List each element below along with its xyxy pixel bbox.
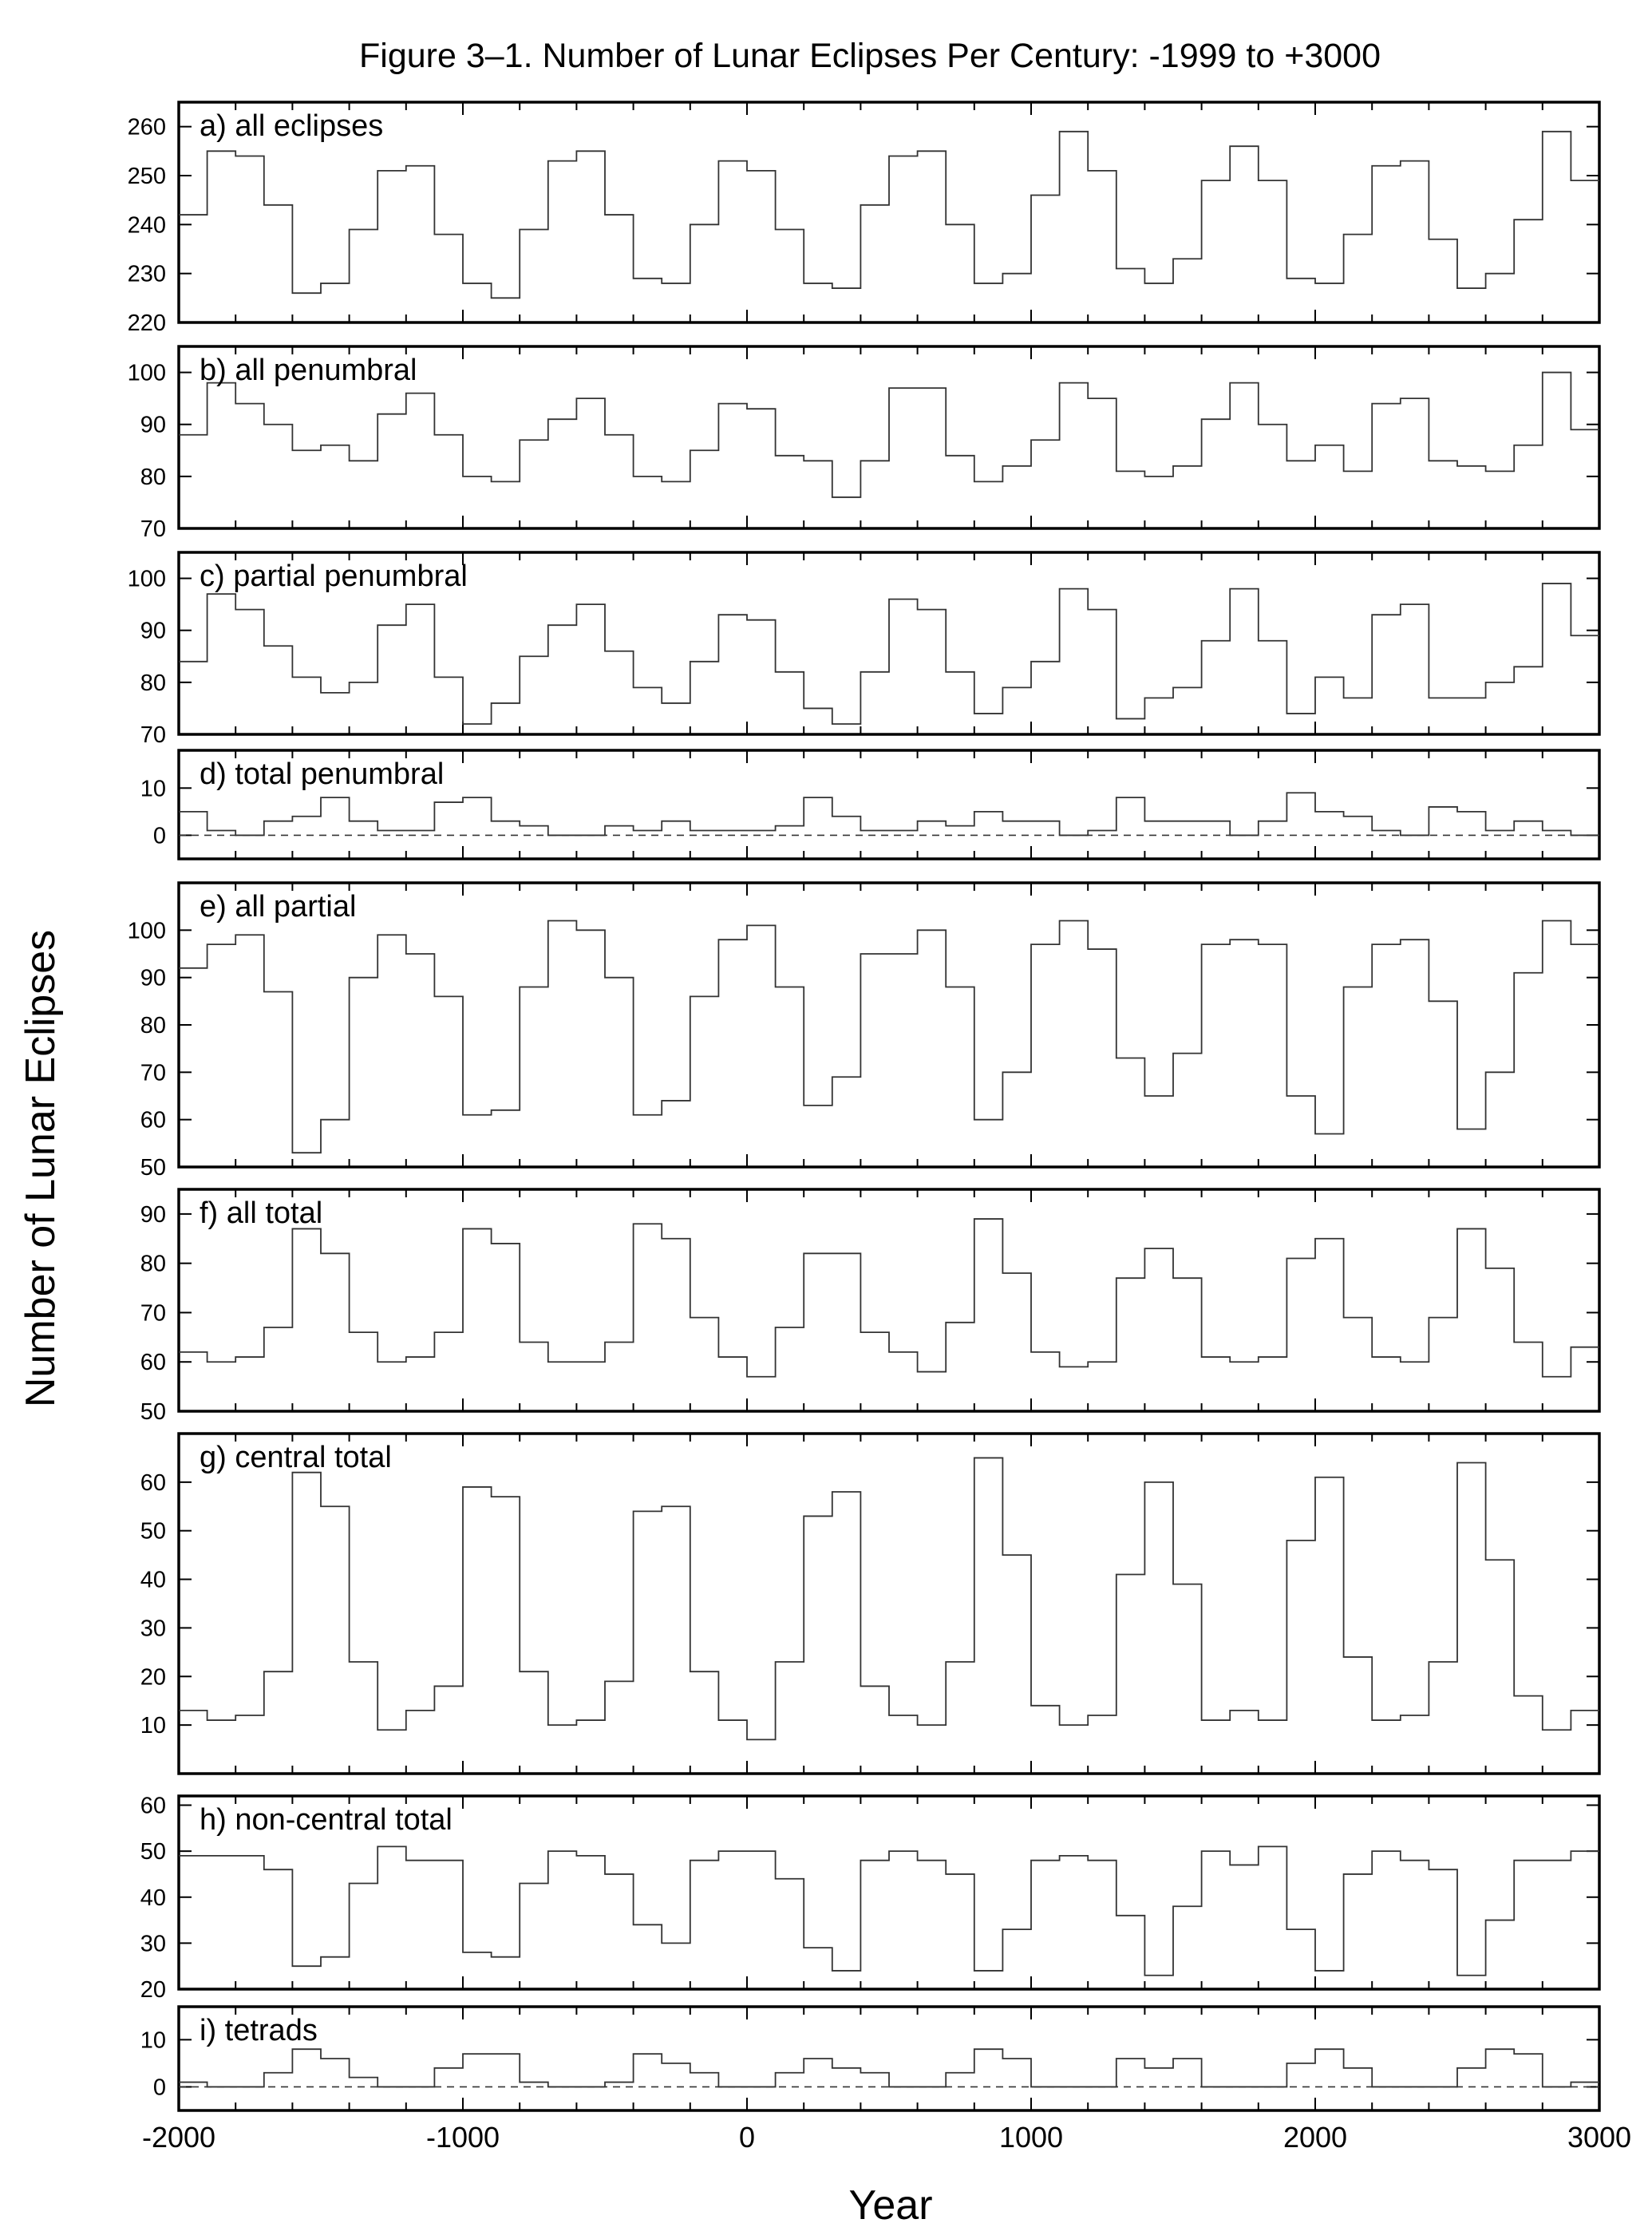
y-tick-label: 50 bbox=[140, 1518, 166, 1545]
panel-8 bbox=[140, 2007, 1599, 2110]
x-tick-label: 2000 bbox=[1282, 2121, 1348, 2154]
y-axis-label: Number of Lunar Eclipses bbox=[18, 929, 64, 1408]
y-tick-label: 50 bbox=[140, 1155, 166, 1181]
panel-label: e) all partial bbox=[200, 890, 357, 924]
y-tick-label: 100 bbox=[127, 360, 166, 386]
panel-2 bbox=[128, 552, 1599, 748]
y-tick-label: 80 bbox=[140, 1013, 166, 1038]
step-series-0 bbox=[179, 132, 1599, 299]
panel-1 bbox=[128, 346, 1599, 542]
y-tick-label: 100 bbox=[127, 566, 166, 592]
panel-7 bbox=[140, 1794, 1599, 2003]
step-series-4 bbox=[179, 920, 1599, 1153]
y-tick-label: 90 bbox=[140, 412, 166, 438]
panel-label: d) total penumbral bbox=[200, 757, 445, 791]
panel-0 bbox=[128, 102, 1599, 336]
y-tick-label: 100 bbox=[127, 918, 166, 944]
step-series-8 bbox=[179, 2049, 1599, 2087]
y-tick-label: 90 bbox=[140, 618, 166, 644]
y-tick-label: 60 bbox=[140, 1107, 166, 1133]
panel-label: a) all eclipses bbox=[200, 109, 384, 143]
y-tick-label: 10 bbox=[140, 1713, 166, 1739]
y-tick-label: 40 bbox=[140, 1885, 166, 1911]
y-tick-label: 240 bbox=[127, 212, 166, 239]
figure-title: Figure 3–1. Number of Lunar Eclipses Per Century: -1999 to +3000 bbox=[359, 37, 1381, 75]
panel-5 bbox=[140, 1189, 1599, 1425]
panel-frame bbox=[179, 1434, 1599, 1774]
y-tick-label: 70 bbox=[140, 516, 166, 542]
step-series-2 bbox=[179, 583, 1599, 724]
panel-frame bbox=[179, 102, 1599, 322]
y-tick-label: 40 bbox=[140, 1567, 166, 1593]
y-tick-label: 50 bbox=[140, 1399, 166, 1425]
y-tick-label: 230 bbox=[127, 261, 166, 287]
panel-3 bbox=[140, 750, 1599, 859]
y-tick-label: 60 bbox=[140, 1793, 166, 1819]
panel-label: c) partial penumbral bbox=[200, 560, 468, 593]
y-tick-label: 30 bbox=[140, 1931, 166, 1957]
panel-label: h) non-central total bbox=[200, 1803, 453, 1837]
panel-frame bbox=[179, 883, 1599, 1167]
panel-label: g) central total bbox=[200, 1441, 392, 1474]
y-tick-label: 20 bbox=[140, 1977, 166, 2003]
y-tick-label: 20 bbox=[140, 1664, 166, 1691]
y-tick-label: 10 bbox=[140, 2027, 166, 2054]
x-tick-label: 0 bbox=[738, 2121, 756, 2154]
y-tick-label: 260 bbox=[127, 114, 166, 140]
panel-frame bbox=[179, 1189, 1599, 1411]
y-tick-label: 30 bbox=[140, 1616, 166, 1642]
y-tick-label: 80 bbox=[140, 464, 166, 490]
y-tick-label: 220 bbox=[127, 311, 166, 336]
step-series-7 bbox=[179, 1846, 1599, 1975]
x-tick-label: 3000 bbox=[1567, 2121, 1632, 2154]
panel-4 bbox=[128, 883, 1599, 1181]
y-tick-label: 70 bbox=[140, 1060, 166, 1086]
x-tick-label: -2000 bbox=[141, 2121, 216, 2154]
step-series-1 bbox=[179, 373, 1599, 497]
y-tick-label: 250 bbox=[127, 164, 166, 189]
panel-label: i) tetrads bbox=[200, 2014, 318, 2047]
y-tick-label: 60 bbox=[140, 1350, 166, 1376]
step-series-3 bbox=[179, 793, 1599, 835]
y-tick-label: 90 bbox=[140, 1201, 166, 1228]
y-tick-label: 10 bbox=[140, 776, 166, 802]
y-tick-label: 0 bbox=[152, 823, 166, 849]
y-tick-label: 80 bbox=[140, 670, 166, 696]
panel-label: b) all penumbral bbox=[200, 354, 417, 387]
y-tick-label: 80 bbox=[140, 1251, 166, 1277]
panel-6 bbox=[140, 1434, 1599, 1774]
x-tick-label: -1000 bbox=[425, 2121, 500, 2154]
y-tick-label: 0 bbox=[152, 2075, 166, 2101]
y-tick-label: 90 bbox=[140, 965, 166, 991]
x-tick-label: 1000 bbox=[998, 2121, 1064, 2154]
y-tick-label: 70 bbox=[140, 1300, 166, 1327]
step-series-5 bbox=[179, 1219, 1599, 1377]
panel-frame bbox=[179, 2007, 1599, 2110]
chart-panels bbox=[128, 102, 1631, 2154]
panel-label: f) all total bbox=[200, 1197, 323, 1230]
y-tick-label: 70 bbox=[140, 722, 166, 748]
y-tick-label: 50 bbox=[140, 1839, 166, 1865]
step-series-6 bbox=[179, 1458, 1599, 1739]
y-tick-label: 60 bbox=[140, 1470, 166, 1496]
x-axis-label: Year bbox=[848, 2182, 933, 2227]
